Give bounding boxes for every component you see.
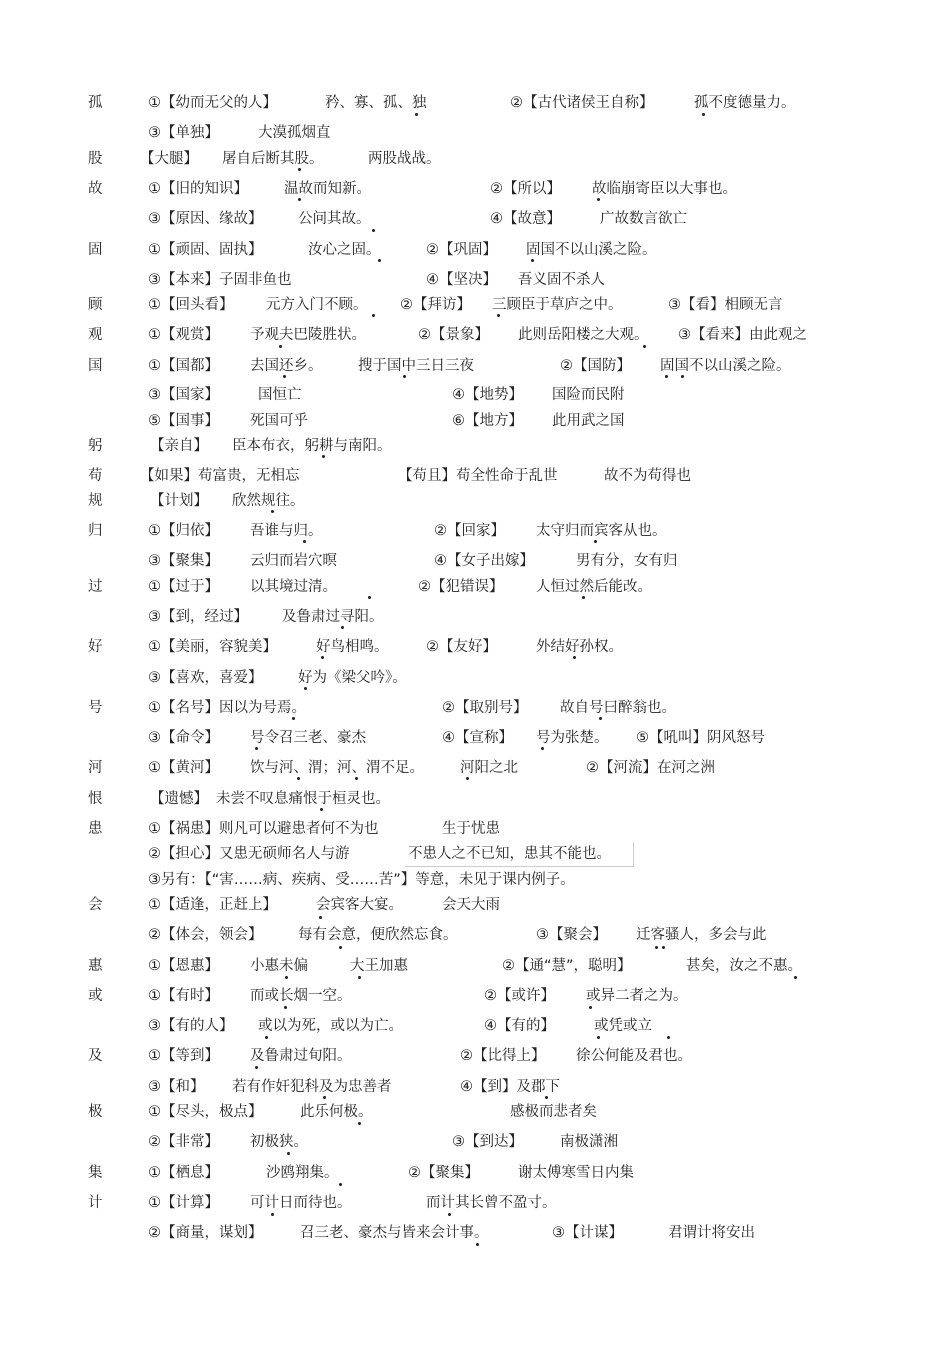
emphasis-dot	[403, 375, 406, 378]
entry-text: ④【故意】	[490, 211, 561, 227]
entry-text: 固国不以山溪之险。	[526, 242, 657, 258]
headword: 躬	[88, 438, 103, 454]
headword: 及	[88, 1048, 103, 1064]
entry-text: ④【坚决】	[426, 272, 497, 288]
entry-text: 两股战战。	[368, 151, 441, 167]
emphasis-dot	[541, 747, 544, 750]
entry-text: ④【宣称】	[442, 730, 513, 746]
headword: 固	[88, 242, 103, 258]
entry-text: ③【看】相顾无言	[668, 297, 783, 313]
headword: 患	[88, 821, 103, 837]
entry-text: 孤不度德量力。	[694, 95, 796, 111]
entry-text: ②【通“慧”，聪明】	[502, 958, 632, 974]
entry-text: ①【祸患】则凡可以避患者何不为也	[148, 821, 379, 837]
entry-line	[0, 294, 950, 318]
headword: 极	[88, 1104, 103, 1120]
entry-line	[0, 384, 950, 408]
entry-text: ⑥【地方】	[452, 413, 523, 429]
entry-text: ③【到达】	[452, 1134, 523, 1150]
entry-text: ②【拜访】	[400, 297, 471, 313]
entry-text: ①【有时】	[148, 988, 219, 1004]
entry-text: 而或长烟一空。	[250, 988, 352, 1004]
entry-text: 若有作奸犯科及为忠善者	[232, 1079, 392, 1095]
emphasis-dot	[255, 747, 258, 750]
emphasis-dot	[681, 375, 684, 378]
emphasis-dot	[298, 198, 301, 201]
entry-text: 南极潇湘	[560, 1134, 618, 1150]
headword: 河	[88, 760, 103, 776]
entry-line	[0, 122, 950, 146]
entry-line	[0, 818, 950, 842]
headword: 过	[88, 579, 103, 595]
entry-text: 人恒过然后能改。	[536, 579, 652, 595]
entry-text: ②【聚集】	[408, 1165, 479, 1181]
entry-text: ③【本来】子固非鱼也	[148, 272, 292, 288]
entry-line	[0, 1045, 950, 1069]
entry-text: 谢太傅寒雪日内集	[518, 1165, 634, 1181]
headword: 顾	[88, 297, 103, 313]
emphasis-dot	[285, 976, 288, 979]
entry-text: ②【古代诸侯王自称】	[510, 95, 654, 111]
emphasis-dot	[599, 717, 602, 720]
emphasis-dot	[304, 687, 307, 690]
emphasis-dot	[466, 777, 469, 780]
entry-line	[0, 435, 950, 459]
entry-text: ①【顽固、固执】	[148, 242, 263, 258]
entry-text: 迁客骚人，多会与此	[636, 927, 767, 943]
entry-line	[0, 324, 950, 348]
entry-text: 吾谁与归。	[250, 523, 323, 539]
entry-text: 臣本布衣，躬耕与南阳。	[232, 438, 392, 454]
entry-line	[0, 606, 950, 630]
emphasis-dot	[303, 540, 306, 543]
entry-text: ①【名号】因以为号焉。	[148, 700, 306, 716]
entry-text: 此乐何极。	[300, 1104, 373, 1120]
entry-line	[0, 985, 950, 1009]
entry-text: 召三老、豪杰与皆来会计事。	[300, 1225, 489, 1241]
headword: 规	[88, 493, 103, 509]
entry-text: ②【取别号】	[442, 700, 528, 716]
emphasis-dot	[594, 540, 597, 543]
entry-text: 予观夫巴陵胜状。	[250, 327, 366, 343]
entry-text: 【如果】苟富贵，无相忘	[140, 468, 300, 484]
entry-text: 三顾臣于草庐之中。	[492, 297, 623, 313]
entry-text: ③【国家】	[148, 387, 219, 403]
entry-text: 【亲自】	[150, 438, 208, 454]
emphasis-dot	[287, 1152, 290, 1155]
entry-text: 沙鸥翔集。	[266, 1165, 339, 1181]
entry-text: ②【体会，领会】	[148, 927, 263, 943]
emphasis-dot	[582, 596, 585, 599]
entry-text: 好为《梁父吟》。	[298, 670, 407, 686]
emphasis-dot	[794, 976, 797, 979]
entry-text: 元方入门不顾。	[266, 297, 368, 313]
entry-text: ①【国都】	[148, 358, 219, 374]
emphasis-dot	[665, 375, 668, 378]
entry-text: 会宾客大宴。	[316, 897, 403, 913]
entry-text: ④【女子出嫁】	[434, 553, 534, 569]
entry-text: 饮与河、渭；河、渭不足。	[250, 760, 424, 776]
entry-text: 可计日而待也。	[250, 1195, 352, 1211]
headword: 计	[88, 1195, 103, 1211]
emphasis-dot	[497, 314, 500, 317]
entry-text: ①【等到】	[148, 1048, 219, 1064]
emphasis-dot	[255, 1066, 258, 1069]
entry-text: 故临崩寄臣以大事也。	[592, 181, 737, 197]
emphasis-dot	[545, 1096, 548, 1099]
emphasis-dot	[372, 314, 375, 317]
entry-text: 此用武之国	[552, 413, 625, 429]
entry-text: 去国还乡。	[250, 358, 323, 374]
entry-line	[0, 1076, 950, 1100]
entry-line	[0, 1192, 950, 1216]
emphasis-dot	[341, 626, 344, 629]
entry-line	[0, 490, 950, 514]
entry-line	[0, 520, 950, 544]
entry-line	[0, 92, 950, 116]
emphasis-dot	[279, 345, 282, 348]
entry-line	[0, 843, 950, 867]
entry-text: ③【命令】	[148, 730, 219, 746]
headword: 归	[88, 523, 103, 539]
entry-text: ③另有：【“害……病、疾病、受……苦”】等意，未见于课内例子。	[148, 872, 575, 888]
entry-text: ①【栖息】	[148, 1165, 219, 1181]
entry-line	[0, 148, 950, 172]
entry-line	[0, 667, 950, 691]
entry-line	[0, 550, 950, 574]
headword: 号	[88, 700, 103, 716]
entry-text: 未尝不叹息痛恨于桓灵也。	[216, 791, 390, 807]
emphasis-dot	[297, 777, 300, 780]
emphasis-dot	[322, 455, 325, 458]
entry-text: 徐公何能及君也。	[576, 1048, 692, 1064]
entry-text: ③【计谋】	[552, 1225, 623, 1241]
emphasis-dot	[372, 229, 375, 232]
entry-text: ③【有的人】	[148, 1018, 234, 1034]
entry-text: 故自号曰醉翁也。	[560, 700, 676, 716]
entry-line	[0, 239, 950, 263]
headword: 惠	[88, 958, 103, 974]
entry-text: ③【单独】	[148, 125, 219, 141]
entry-line	[0, 1015, 950, 1039]
entry-text: 以其境过清。	[250, 579, 337, 595]
entry-text: ①【美丽，容貌美】	[148, 639, 277, 655]
entry-text: 甚矣，汝之不惠。	[686, 958, 802, 974]
entry-text: 小惠未偏	[250, 958, 308, 974]
entry-text: 感极而悲者矣	[510, 1104, 597, 1120]
entry-line	[0, 727, 950, 751]
entry-line	[0, 955, 950, 979]
entry-text: 或异二者之为。	[586, 988, 688, 1004]
entry-text: 【苟且】苟全性命于乱世	[398, 468, 558, 484]
entry-text: ②【友好】	[426, 639, 497, 655]
entry-text: 矜、寡、孤、独	[325, 95, 427, 111]
entry-line	[0, 1162, 950, 1186]
entry-text: ③【聚会】	[536, 927, 607, 943]
entry-text: ②【或许】	[484, 988, 555, 1004]
entry-text: 君谓计将安出	[668, 1225, 755, 1241]
entry-text: ④【地势】	[452, 387, 523, 403]
entry-text: 【遗憾】	[150, 791, 208, 807]
entry-line	[0, 208, 950, 232]
entry-line	[0, 788, 950, 812]
emphasis-dot	[271, 1213, 274, 1216]
entry-text: 屠自后断其股。	[222, 151, 324, 167]
emphasis-dot	[597, 198, 600, 201]
emphasis-dot	[339, 1183, 342, 1186]
entry-text: 吾义固不杀人	[518, 272, 605, 288]
entry-text: 死国可乎	[250, 413, 308, 429]
headword: 国	[88, 358, 103, 374]
entry-text: ②【回家】	[434, 523, 505, 539]
emphasis-dot	[597, 1036, 600, 1039]
entry-text: 及鲁肃过寻阳。	[282, 609, 384, 625]
emphasis-dot	[323, 1096, 326, 1099]
headword: 集	[88, 1165, 103, 1181]
entry-text: ③【聚集】	[148, 553, 219, 569]
entry-text: ②【非常】	[148, 1134, 219, 1150]
entry-text: 汝心之固。	[308, 242, 381, 258]
emphasis-dot	[415, 113, 418, 116]
entry-text: ④【到】及郡下	[460, 1079, 560, 1095]
entry-text: 不患人之不已知，患其不能也。	[408, 846, 611, 862]
emphasis-dot	[320, 808, 323, 811]
emphasis-dot	[476, 1243, 479, 1246]
entry-text: 固国不以山溪之险。	[660, 358, 791, 374]
entry-text: 广故数言欲亡	[600, 211, 687, 227]
emphasis-dot	[321, 656, 324, 659]
entry-line	[0, 636, 950, 660]
entry-text: 而计其长曾不盈寸。	[426, 1195, 557, 1211]
entry-text: ②【巩固】	[426, 242, 497, 258]
entry-line	[0, 355, 950, 379]
entry-text: 【大腿】	[140, 151, 198, 167]
entry-text: ⑤【国事】	[148, 413, 219, 429]
emphasis-dot	[339, 946, 342, 949]
headword: 好	[88, 639, 103, 655]
emphasis-dot	[655, 946, 658, 949]
entry-text: 或以为死，或以为亡。	[258, 1018, 403, 1034]
entry-text: 国恒亡	[258, 387, 302, 403]
entry-text: ①【回头看】	[148, 297, 234, 313]
entry-text: ②【河流】在河之洲	[586, 760, 715, 776]
entry-text: ②【商量，谋划】	[148, 1225, 263, 1241]
entry-text: 大王加惠	[350, 958, 408, 974]
entry-text: 国险而民附	[552, 387, 625, 403]
emphasis-dot	[378, 259, 381, 262]
entry-line	[0, 1101, 950, 1125]
entry-text: ②【担心】又患无硕师名人与游	[148, 846, 350, 862]
headword: 观	[88, 327, 103, 343]
entry-text: ③【到，经过】	[148, 609, 248, 625]
entry-text: ①【黄河】	[148, 760, 219, 776]
entry-text: ①【适逢，正赶上】	[148, 897, 277, 913]
headword: 故	[88, 181, 103, 197]
emphasis-dot	[573, 656, 576, 659]
entry-text: ②【所以】	[490, 181, 561, 197]
emphasis-dot	[531, 259, 534, 262]
entry-line	[0, 576, 950, 600]
entry-line	[0, 757, 950, 781]
entry-text: 号令召三老、豪杰	[250, 730, 366, 746]
entry-text: 欣然规往。	[232, 493, 305, 509]
emphasis-dot	[589, 1006, 592, 1009]
emphasis-dot	[319, 916, 322, 919]
entry-text: 此则岳阳楼之大观。	[518, 327, 649, 343]
entry-text: 故不为苟得也	[604, 468, 691, 484]
entry-text: ①【幼而无父的人】	[148, 95, 277, 111]
entry-text: ③【看来】由此观之	[678, 327, 807, 343]
entry-text: ①【恩惠】	[148, 958, 219, 974]
entry-text: 河阳之北	[460, 760, 518, 776]
entry-text: 云归而岩穴暝	[250, 553, 337, 569]
emphasis-dot	[283, 375, 286, 378]
entry-text: ①【观赏】	[148, 327, 219, 343]
entry-text: ②【犯错误】	[418, 579, 504, 595]
emphasis-dot	[368, 596, 371, 599]
entry-text: 会天大雨	[442, 897, 500, 913]
entry-line	[0, 178, 950, 202]
emphasis-dot	[358, 976, 361, 979]
headword: 恨	[88, 791, 103, 807]
entry-text: ②【景象】	[418, 327, 489, 343]
entry-text: 太守归而宾客从也。	[536, 523, 667, 539]
entry-text: ①【计算】	[148, 1195, 219, 1211]
entry-text: ①【归依】	[148, 523, 219, 539]
emphasis-dot	[265, 1036, 268, 1039]
emphasis-dot	[667, 1036, 670, 1039]
entry-line	[0, 869, 950, 893]
entry-line	[0, 269, 950, 293]
entry-text: ③【原因、缘故】	[148, 211, 263, 227]
entry-line	[0, 1131, 950, 1155]
entry-text: 公问其故。	[298, 211, 371, 227]
headword: 苟	[88, 468, 103, 484]
emphasis-dot	[355, 777, 358, 780]
entry-text: ⑤【吼叫】阴风怒号	[636, 730, 765, 746]
entry-text: 初极狭。	[250, 1134, 308, 1150]
entry-text: 每有会意，便欣然忘食。	[298, 927, 458, 943]
emphasis-dot	[298, 168, 301, 171]
entry-text: 温故而知新。	[284, 181, 371, 197]
emphasis-dot	[702, 113, 705, 116]
entry-text: 生于忧患	[442, 821, 500, 837]
entry-text: ①【过于】	[148, 579, 219, 595]
headword: 或	[88, 988, 103, 1004]
entry-text: 外结好孙权。	[536, 639, 623, 655]
emphasis-dot	[271, 510, 274, 513]
entry-line	[0, 465, 950, 489]
entry-line	[0, 1222, 950, 1246]
emphasis-dot	[284, 1006, 287, 1009]
entry-text: ④【有的】	[484, 1018, 555, 1034]
emphasis-dot	[643, 345, 646, 348]
entry-text: 【计划】	[150, 493, 208, 509]
emphasis-dot	[292, 717, 295, 720]
entry-text: ③【和】	[148, 1079, 205, 1095]
entry-text: ②【比得上】	[460, 1048, 546, 1064]
headword: 会	[88, 897, 103, 913]
headword: 孤	[88, 95, 103, 111]
entry-text: 及鲁肃过旬阳。	[250, 1048, 352, 1064]
emphasis-dot	[358, 1122, 361, 1125]
emphasis-dot	[448, 1213, 451, 1216]
headword: 股	[88, 151, 103, 167]
entry-line	[0, 410, 950, 434]
entry-text: 搜于国中三日三夜	[358, 358, 474, 374]
entry-line	[0, 924, 950, 948]
entry-text: ①【尽头，极点】	[148, 1104, 263, 1120]
entry-text: 好鸟相鸣。	[316, 639, 389, 655]
emphasis-dot	[662, 946, 665, 949]
entry-text: 大漠孤烟直	[258, 125, 331, 141]
entry-text: 或凭或立	[594, 1018, 652, 1034]
entry-line	[0, 697, 950, 721]
entry-text: 男有分，女有归	[576, 553, 678, 569]
entry-line	[0, 894, 950, 918]
entry-text: ①【旧的知识】	[148, 181, 248, 197]
entry-text: ③【喜欢，喜爱】	[148, 670, 263, 686]
entry-text: ②【国防】	[560, 358, 631, 374]
entry-text: 号为张楚。	[536, 730, 609, 746]
